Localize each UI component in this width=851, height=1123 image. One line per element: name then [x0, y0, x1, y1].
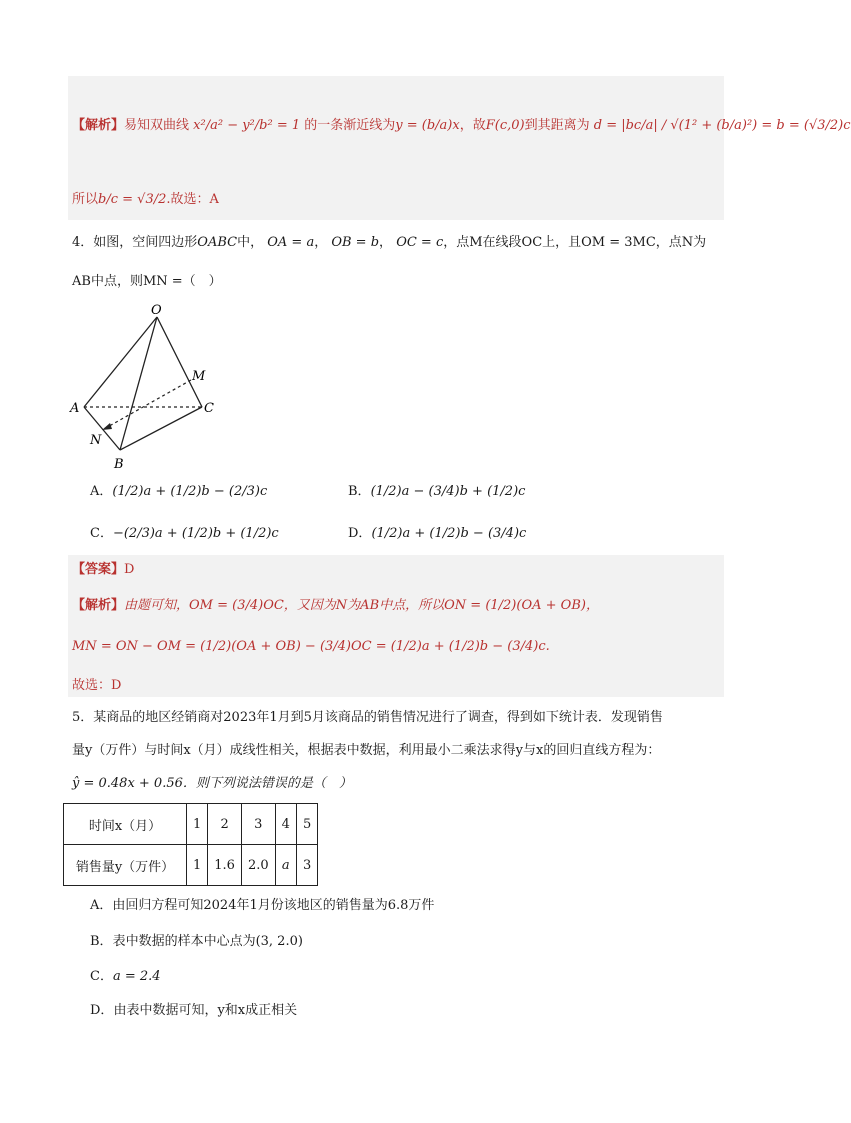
segment-mn-hidden: [104, 380, 191, 429]
q4-stem-prefix: 4．如图，空间四边形: [72, 235, 198, 250]
table-cell: 5: [296, 804, 317, 845]
q4-analysis-line1: [72, 596, 599, 616]
analysis-tag: 【解析】: [72, 118, 125, 133]
label-a: A: [70, 401, 80, 416]
q4-analysis-line2: MN = ON − OM = (1/2)(OA + OB) − (3/4)OC = (1/2)a + (1/2)b − (3/4)c.: [72, 639, 550, 654]
analysis-tag-q4: 【解析】: [72, 598, 125, 613]
analysis-text-4: 到其距离为: [524, 118, 590, 133]
table-cell: 2.0: [241, 845, 275, 886]
q5-stem-line3: ŷ = 0.48x + 0.56．则下列说法错误的是（ ）: [72, 776, 352, 791]
q4-option-c-label: C．: [90, 526, 113, 541]
q5-option-b[interactable]: [90, 932, 303, 952]
q4-option-d-label: D．: [348, 526, 372, 541]
q4-option-d-expr: (1/2)a + (1/2)b − (3/4)c: [371, 526, 527, 541]
table-cell: 1: [187, 804, 208, 845]
q4-vec-ob: OB = b: [331, 235, 380, 250]
asymptote-equation: y = (b/a)x: [395, 118, 460, 133]
q4-option-a[interactable]: [90, 482, 267, 502]
q4-analysis-text1: 由题可知，OM = (3/4)OC，又因为N为AB中点，所以ON = (1/2)(OA + OB)，: [124, 598, 599, 613]
q4-quad-name: OABC: [197, 235, 238, 250]
q5-option-a-label: A．: [90, 898, 113, 913]
label-b: B: [114, 457, 124, 472]
q4-answer-line: [72, 560, 134, 580]
analysis-text-2: 的一条渐近线为: [304, 118, 396, 133]
q5-option-d[interactable]: [90, 1001, 297, 1021]
table-row-header: 销售量y（万件）: [64, 845, 187, 886]
edge-ob: [120, 317, 157, 450]
q4-final-answer: 故选：D: [72, 678, 122, 693]
q5-stem-line1: 5．某商品的地区经销商对2023年1月到5月该商品的销售情况进行了调查，得到如下统计表．发现销售: [72, 710, 663, 725]
table-row: [64, 804, 318, 845]
q5-option-c-label: C．: [90, 969, 113, 984]
q4-stem-line2: AB中点，则MN =（ ）: [72, 274, 222, 289]
table-cell: 1.6: [208, 845, 242, 886]
q4-option-b-expr: (1/2)a − (3/4)b + (1/2)c: [370, 484, 526, 499]
prev-conclusion-line: [72, 190, 219, 210]
q4-option-b-label: B．: [348, 484, 371, 499]
q4-stem-mid: 中，: [237, 235, 264, 250]
q5-option-c[interactable]: [90, 967, 161, 987]
q4-option-b[interactable]: [348, 482, 525, 502]
q4-option-c-expr: −(2/3)a + (1/2)b + (1/2)c: [112, 526, 279, 541]
q5-option-d-label: D．: [90, 1003, 114, 1018]
edge-oc: [157, 317, 202, 407]
q5-option-a[interactable]: [90, 896, 434, 916]
label-m: M: [192, 369, 206, 384]
q5-stem-line2: 量y（万件）与时间x（月）成线性相关，根据表中数据，利用最小二乘法求得y与x的回归直线方程为：: [72, 743, 661, 758]
q4-stem-suffix: ，点M在线段OC上，且OM = 3MC，点N为: [443, 235, 707, 250]
table-cell: 3: [241, 804, 275, 845]
conclusion-prefix: 所以: [72, 192, 99, 207]
q5-option-a-text: 由回归方程可知2024年1月份该地区的销售量为6.8万件: [112, 898, 435, 913]
q4-vec-oc: OC = c: [396, 235, 444, 250]
focus-point: F(c,0): [485, 118, 525, 133]
prev-analysis-line: [72, 116, 851, 136]
arrow-head-n: [102, 423, 112, 430]
q4-answer-block: [68, 555, 724, 697]
label-c: C: [204, 401, 214, 416]
q5-option-b-text: 表中数据的样本中心点为(3, 2.0): [112, 934, 303, 949]
q4-option-c[interactable]: [90, 524, 279, 544]
q5-option-c-text: a = 2.4: [112, 969, 161, 984]
analysis-text: 易知双曲线: [124, 118, 190, 133]
table-cell: 1: [187, 845, 208, 886]
q4-vec-oa: OA = a: [267, 235, 315, 250]
conclusion-suffix: .故选：A: [166, 192, 219, 207]
table-cell: 4: [275, 804, 296, 845]
table-row: [64, 845, 318, 886]
table-cell: 3: [296, 845, 317, 886]
q4-option-a-label: A．: [90, 484, 113, 499]
q5-option-d-text: 由表中数据可知，y和x成正相关: [113, 1003, 298, 1018]
edge-oa: [84, 317, 157, 407]
tetrahedron-figure: [66, 300, 226, 475]
label-n: N: [90, 433, 102, 448]
q4-stem-line1: 4．如图，空间四边形OABC中， OA = a， OB = b， OC = c，点M在线段OC上，且OM = 3MC，点N为: [72, 235, 707, 250]
conclusion-math: b/c = √3/2: [98, 192, 167, 207]
label-o: O: [151, 303, 162, 318]
distance-formula: d = |bc/a| / √(1² + (b/a)²) = b = (√3/2)c: [593, 118, 851, 133]
q5-stats-table: [63, 803, 318, 886]
table-cell: 2: [208, 804, 242, 845]
q4-option-a-expr: (1/2)a + (1/2)b − (2/3)c: [112, 484, 268, 499]
table-cell: a: [275, 845, 296, 886]
answer-value: D: [124, 562, 135, 577]
answer-tag: 【答案】: [72, 562, 125, 577]
q5-option-b-label: B．: [90, 934, 113, 949]
analysis-text-3: ，故: [459, 118, 486, 133]
q4-option-d[interactable]: [348, 524, 526, 544]
table-row-header: 时间x（月）: [64, 804, 187, 845]
hyperbola-equation: x²/a² − y²/b² = 1: [193, 118, 301, 133]
